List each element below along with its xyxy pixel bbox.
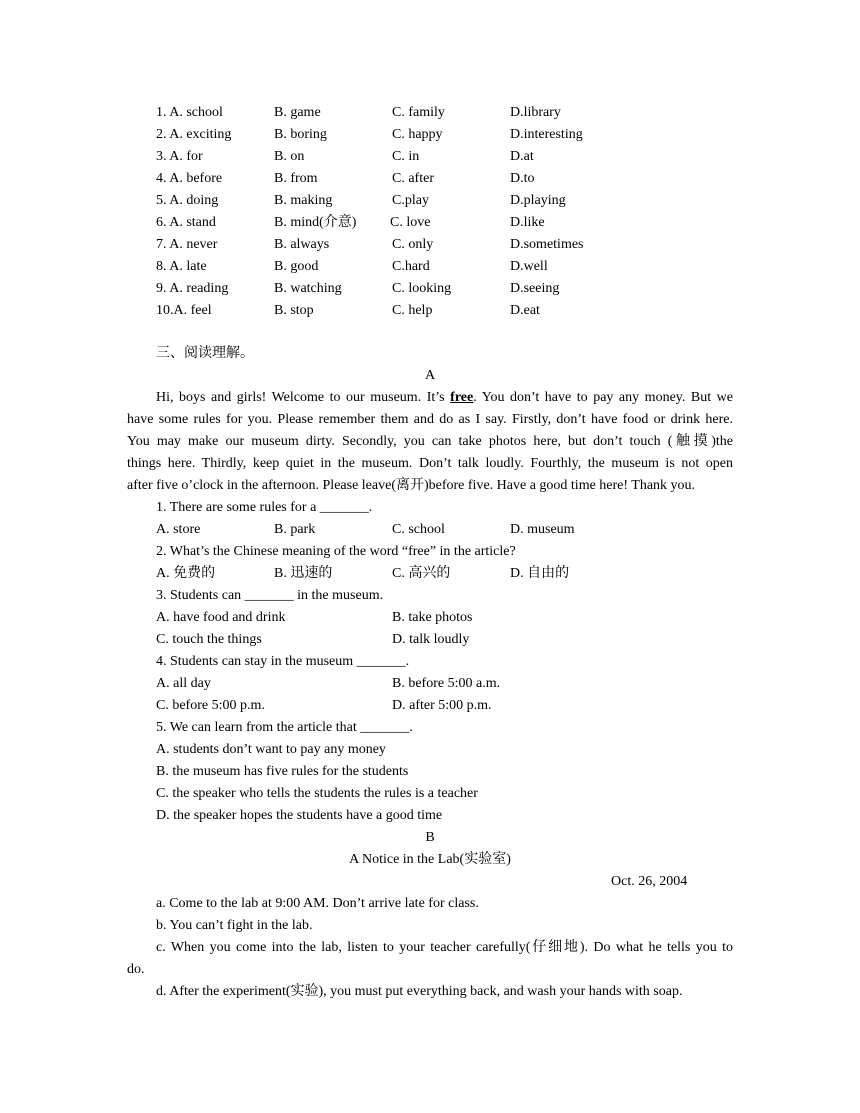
vocab-row-8-option-d: D.well xyxy=(510,259,548,274)
vocab-row-4-option-d: D.to xyxy=(510,171,535,186)
free-word: free xyxy=(450,390,474,405)
vocab-row-4-option-a: 4. A. before xyxy=(156,171,223,186)
passage-a-label: A xyxy=(424,368,436,383)
vocab-row-1-option-b: B. game xyxy=(274,105,321,120)
question-4: 4. Students can stay in the museum _______. xyxy=(156,654,410,669)
q5-option-b: B. the museum has five rules for the students xyxy=(156,764,409,779)
question-3: 3. Students can _______ in the museum. xyxy=(156,588,384,603)
question-5: 5. We can learn from the article that _______. xyxy=(156,720,413,735)
question-1: 1. There are some rules for a _______. xyxy=(156,500,373,515)
q1-option-a: A. store xyxy=(156,522,201,537)
vocab-row-7-option-d: D.sometimes xyxy=(510,237,584,252)
vocab-row-10-option-b: B. stop xyxy=(274,303,314,318)
q5-option-d: D. the speaker hopes the students have a good time xyxy=(156,808,443,823)
vocab-row-2-option-a: 2. A. exciting xyxy=(156,127,232,142)
question-2: 2. What’s the Chinese meaning of the word “free” in the article? xyxy=(156,544,516,559)
passage-a-line-4: things here. Thirdly, keep quiet in the museum. Don’t talk loudly. Fourthly, the museum is not open xyxy=(127,456,733,471)
vocab-row-8-option-c: C.hard xyxy=(392,259,430,274)
q2-option-d: D. 自由的 xyxy=(510,566,570,581)
vocab-row-5-option-d: D.playing xyxy=(510,193,566,208)
vocab-row-7-option-c: C. only xyxy=(392,237,434,252)
q3-option-c: C. touch the things xyxy=(156,632,262,647)
vocab-row-2-option-b: B. boring xyxy=(274,127,327,142)
q3-option-b: B. take photos xyxy=(392,610,473,625)
q1-option-b: B. park xyxy=(274,522,316,537)
vocab-row-2-option-c: C. happy xyxy=(392,127,443,142)
q2-option-b: B. 迅速的 xyxy=(274,566,333,581)
passage-a-line-5: after five o’clock in the afternoon. Please leave(离开)before five. Have a good time here! Thank you. xyxy=(127,478,696,493)
q4-option-b: B. before 5:00 a.m. xyxy=(392,676,501,691)
vocab-row-6-option-b: B. mind(介意) xyxy=(274,215,357,230)
notice-rule-b: b. You can’t fight in the lab. xyxy=(156,918,313,933)
vocab-row-10-option-d: D.eat xyxy=(510,303,540,318)
passage-b-label: B xyxy=(425,830,435,845)
notice-rule-d: d. After the experiment(实验), you must put everything back, and wash your hands with soap. xyxy=(156,984,683,999)
notice-title: A Notice in the Lab(实验室) xyxy=(349,852,511,867)
passage-a-text: . You don’t have to pay any money. But we xyxy=(473,390,733,405)
vocab-row-6-option-a: 6. A. stand xyxy=(156,215,216,230)
vocab-row-9-option-a: 9. A. reading xyxy=(156,281,229,296)
vocab-row-7-option-b: B. always xyxy=(274,237,330,252)
notice-rule-a: a. Come to the lab at 9:00 AM. Don’t arrive late for class. xyxy=(156,896,479,911)
vocab-row-6-option-c: C. love xyxy=(390,215,431,230)
passage-a-line-2: have some rules for you. Please remember them and do as I say. Firstly, don’t have food or drink here. xyxy=(127,412,733,427)
q2-option-c: C. 高兴的 xyxy=(392,566,451,581)
vocab-row-8-option-a: 8. A. late xyxy=(156,259,207,274)
passage-a-line-1 xyxy=(127,387,733,409)
vocab-row-5-option-a: 5. A. doing xyxy=(156,193,219,208)
q5-option-a: A. students don’t want to pay any money xyxy=(156,742,386,757)
vocab-row-9-option-b: B. watching xyxy=(274,281,342,296)
q3-option-d: D. talk loudly xyxy=(392,632,470,647)
vocab-row-1-option-d: D.library xyxy=(510,105,561,120)
vocab-row-1-option-a: 1. A. school xyxy=(156,105,223,120)
passage-a-text: Hi, boys and girls! Welcome to our museum. It’s xyxy=(156,390,451,405)
notice-rule-c: c. When you come into the lab, listen to your teacher carefully(仔细地). Do what he tells you to xyxy=(156,940,733,955)
vocab-row-5-option-c: C.play xyxy=(392,193,429,208)
q4-option-a: A. all day xyxy=(156,676,211,691)
vocab-row-3-option-a: 3. A. for xyxy=(156,149,203,164)
vocab-row-9-option-c: C. looking xyxy=(392,281,452,296)
vocab-row-4-option-b: B. from xyxy=(274,171,318,186)
vocab-row-8-option-b: B. good xyxy=(274,259,319,274)
q3-option-a: A. have food and drink xyxy=(156,610,286,625)
vocab-row-9-option-d: D.seeing xyxy=(510,281,560,296)
q5-option-c: C. the speaker who tells the students the rules is a teacher xyxy=(156,786,478,801)
q2-option-a: A. 免费的 xyxy=(156,566,216,581)
q1-option-d: D. museum xyxy=(510,522,575,537)
q1-option-c: C. school xyxy=(392,522,445,537)
vocab-row-2-option-d: D.interesting xyxy=(510,127,583,142)
vocab-row-7-option-a: 7. A. never xyxy=(156,237,218,252)
passage-a-line-3: You may make our museum dirty. Secondly, you can take photos here, but don’t touch (触摸)the xyxy=(127,434,733,449)
vocab-row-3-option-b: B. on xyxy=(274,149,305,164)
vocab-row-10-option-c: C. help xyxy=(392,303,433,318)
vocab-row-5-option-b: B. making xyxy=(274,193,333,208)
notice-rule-c-cont: do. xyxy=(127,962,145,977)
q4-option-c: C. before 5:00 p.m. xyxy=(156,698,265,713)
vocab-row-1-option-c: C. family xyxy=(392,105,445,120)
notice-date: Oct. 26, 2004 xyxy=(611,874,688,889)
vocab-row-3-option-d: D.at xyxy=(510,149,534,164)
vocab-row-6-option-d: D.like xyxy=(510,215,545,230)
vocab-row-4-option-c: C. after xyxy=(392,171,434,186)
q4-option-d: D. after 5:00 p.m. xyxy=(392,698,492,713)
vocab-row-10-option-a: 10.A. feel xyxy=(156,303,212,318)
section-title: 三、阅读理解。 xyxy=(156,346,254,361)
vocab-row-3-option-c: C. in xyxy=(392,149,420,164)
